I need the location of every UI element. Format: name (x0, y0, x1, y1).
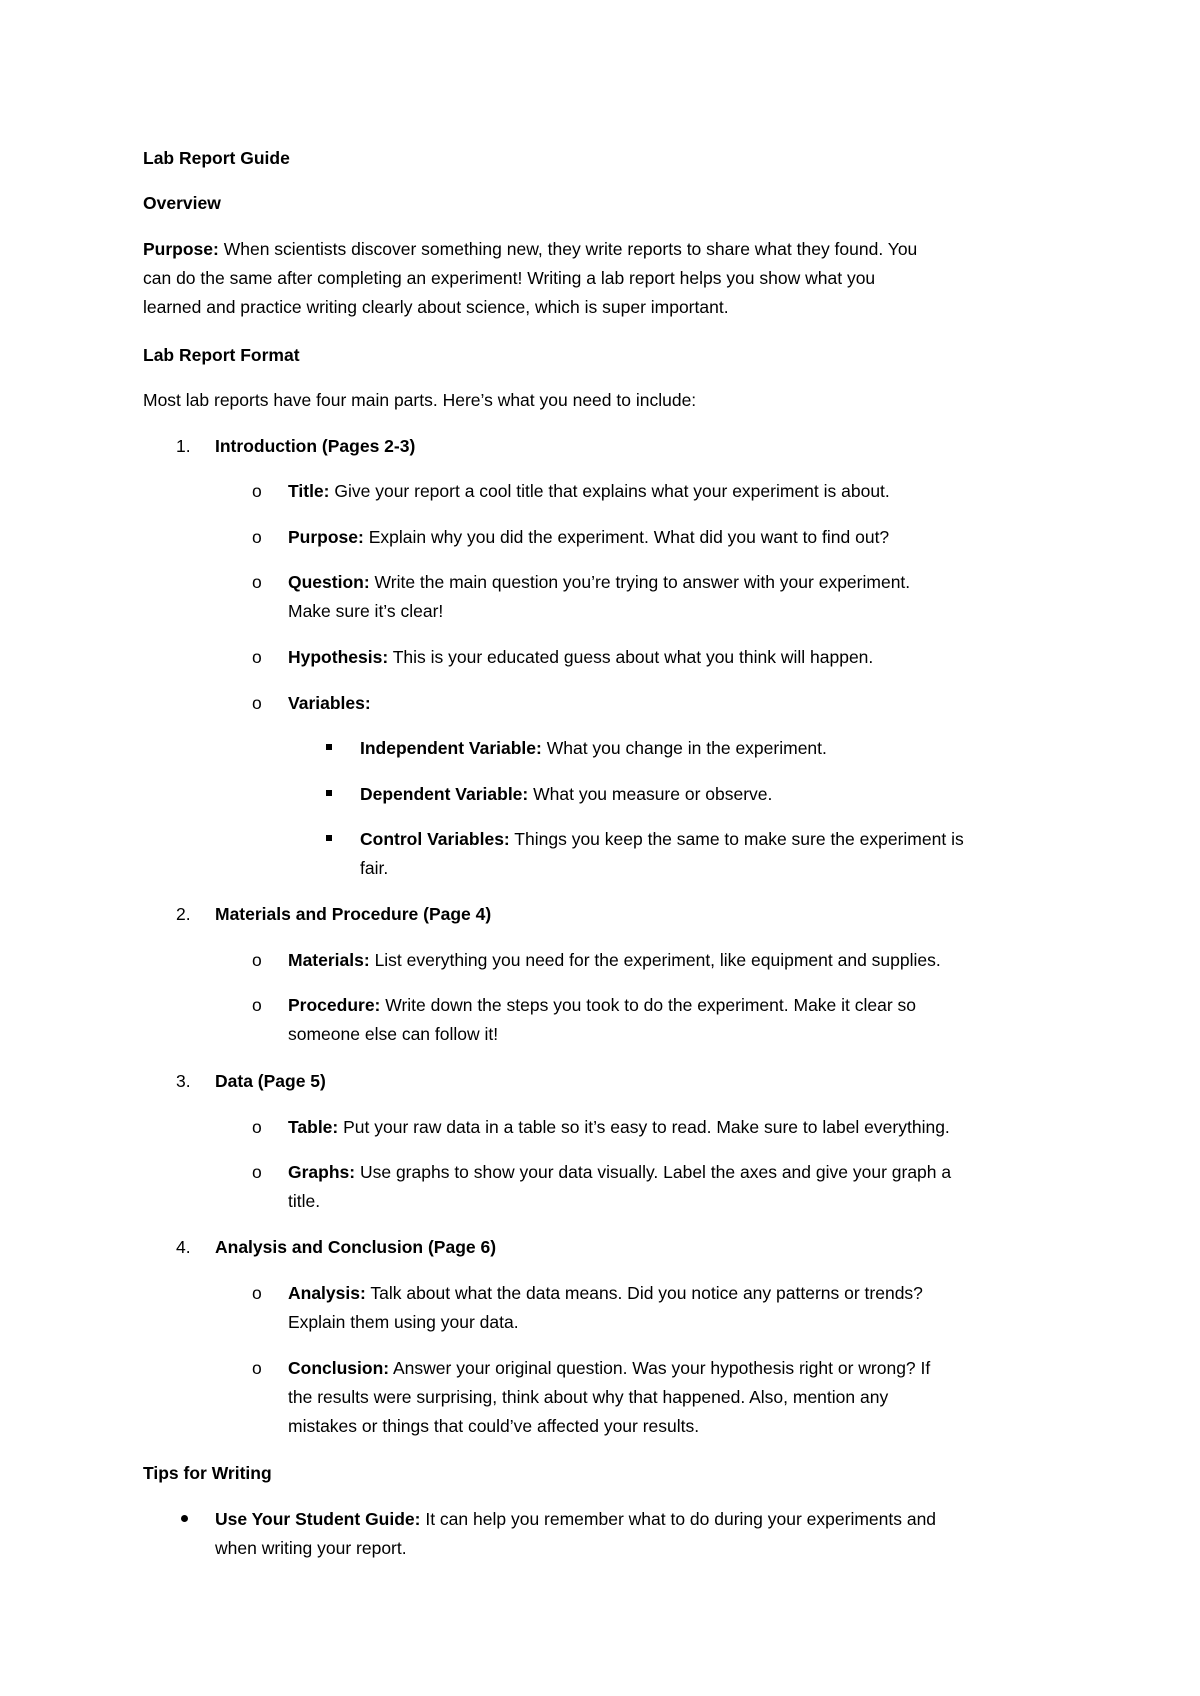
sub-bullet-marker: o (252, 647, 262, 667)
item-label: Control Variables: (360, 829, 510, 849)
item-label: Dependent Variable: (360, 784, 529, 804)
item-text: This is your educated guess about what you think will happen. (388, 647, 874, 667)
list-item (360, 783, 772, 805)
list-item-continuation: title. (288, 1191, 321, 1211)
sub-bullet-marker: o (252, 693, 262, 713)
item-label: Analysis: (288, 1283, 366, 1303)
item-label: Graphs: (288, 1162, 356, 1182)
square-bullet-icon (326, 790, 332, 796)
section-number: 1. (176, 436, 191, 456)
list-item-continuation: fair. (360, 858, 389, 878)
sub-bullet-marker: o (252, 1117, 262, 1137)
list-item (288, 1357, 930, 1379)
sub-bullet-marker: o (252, 950, 262, 970)
item-text: Talk about what the data means. Did you notice any patterns or trends? (365, 1283, 923, 1303)
list-item (288, 994, 916, 1016)
list-item-continuation: Explain them using your data. (288, 1312, 519, 1332)
sub-bullet-marker: o (252, 1283, 262, 1303)
item-text: Use graphs to show your data visually. Label the axes and give your graph a (355, 1162, 952, 1182)
section-title: Materials and Procedure (Page 4) (215, 904, 492, 924)
list-item (360, 737, 827, 759)
item-text: Write down the steps you took to do the experiment. Make it clear so (380, 995, 917, 1015)
purpose-paragraph-line (143, 238, 917, 260)
square-bullet-icon (326, 744, 332, 750)
overview-heading: Overview (143, 193, 221, 213)
sub-bullet-marker: o (252, 572, 262, 592)
list-item (288, 1161, 951, 1183)
item-text: What you measure or observe. (528, 784, 773, 804)
item-label: Table: (288, 1117, 339, 1137)
list-item (288, 571, 910, 593)
item-label: Purpose: (288, 527, 364, 547)
list-item (288, 692, 371, 714)
section-number: 4. (176, 1237, 191, 1257)
sub-bullet-marker: o (252, 1358, 262, 1378)
item-text: Explain why you did the experiment. What did you want to find out? (363, 527, 890, 547)
item-text: Things you keep the same to make sure the experiment is (509, 829, 964, 849)
format-intro: Most lab reports have four main parts. Here’s what you need to include: (143, 390, 697, 410)
item-label: Title: (288, 481, 330, 501)
item-label: Variables: (288, 693, 371, 713)
item-text: What you change in the experiment. (541, 738, 827, 758)
bullet-dot-icon (181, 1515, 188, 1522)
sub-bullet-marker: o (252, 481, 262, 501)
section-title: Data (Page 5) (215, 1071, 326, 1091)
item-label: Materials: (288, 950, 370, 970)
item-text: Answer your original question. Was your hypothesis right or wrong? If (389, 1358, 931, 1378)
list-item-continuation: someone else can follow it! (288, 1024, 499, 1044)
list-item (288, 1282, 923, 1304)
section-title: Analysis and Conclusion (Page 6) (215, 1237, 497, 1257)
item-text: Put your raw data in a table so it’s easy to read. Make sure to label everything. (338, 1117, 950, 1137)
list-item (360, 828, 964, 850)
item-label: Question: (288, 572, 370, 592)
purpose-text: When scientists discover something new, they write reports to share what they found. You (218, 239, 918, 259)
list-item-continuation: the results were surprising, think about why that happened. Also, mention any (288, 1387, 889, 1407)
list-item (288, 646, 873, 668)
list-item-continuation: when writing your report. (215, 1538, 407, 1558)
sub-bullet-marker: o (252, 995, 262, 1015)
item-text: List everything you need for the experiment, like equipment and supplies. (369, 950, 941, 970)
list-item (215, 1508, 936, 1530)
item-label: Procedure: (288, 995, 381, 1015)
format-heading: Lab Report Format (143, 345, 300, 365)
section-title: Introduction (Pages 2-3) (215, 436, 416, 456)
list-item (288, 526, 889, 548)
list-item (288, 949, 941, 971)
purpose-paragraph-line: can do the same after completing an experiment! Writing a lab report helps you show what you (143, 268, 876, 288)
section-number: 3. (176, 1071, 191, 1091)
list-item (288, 1116, 950, 1138)
item-text: Give your report a cool title that explains what your experiment is about. (329, 481, 890, 501)
tips-heading: Tips for Writing (143, 1463, 272, 1483)
purpose-paragraph-line: learned and practice writing clearly about science, which is super important. (143, 297, 729, 317)
item-text: It can help you remember what to do during your experiments and (420, 1509, 937, 1529)
section-number: 2. (176, 904, 191, 924)
item-text: Write the main question you’re trying to answer with your experiment. (369, 572, 911, 592)
square-bullet-icon (326, 835, 332, 841)
sub-bullet-marker: o (252, 1162, 262, 1182)
purpose-label: Purpose: (143, 239, 219, 259)
list-item (288, 480, 890, 502)
document-title: Lab Report Guide (143, 148, 290, 168)
item-label: Use Your Student Guide: (215, 1509, 421, 1529)
list-item-continuation: Make sure it’s clear! (288, 601, 444, 621)
sub-bullet-marker: o (252, 527, 262, 547)
item-label: Conclusion: (288, 1358, 390, 1378)
item-label: Independent Variable: (360, 738, 542, 758)
item-label: Hypothesis: (288, 647, 389, 667)
list-item-continuation: mistakes or things that could’ve affected your results. (288, 1416, 700, 1436)
